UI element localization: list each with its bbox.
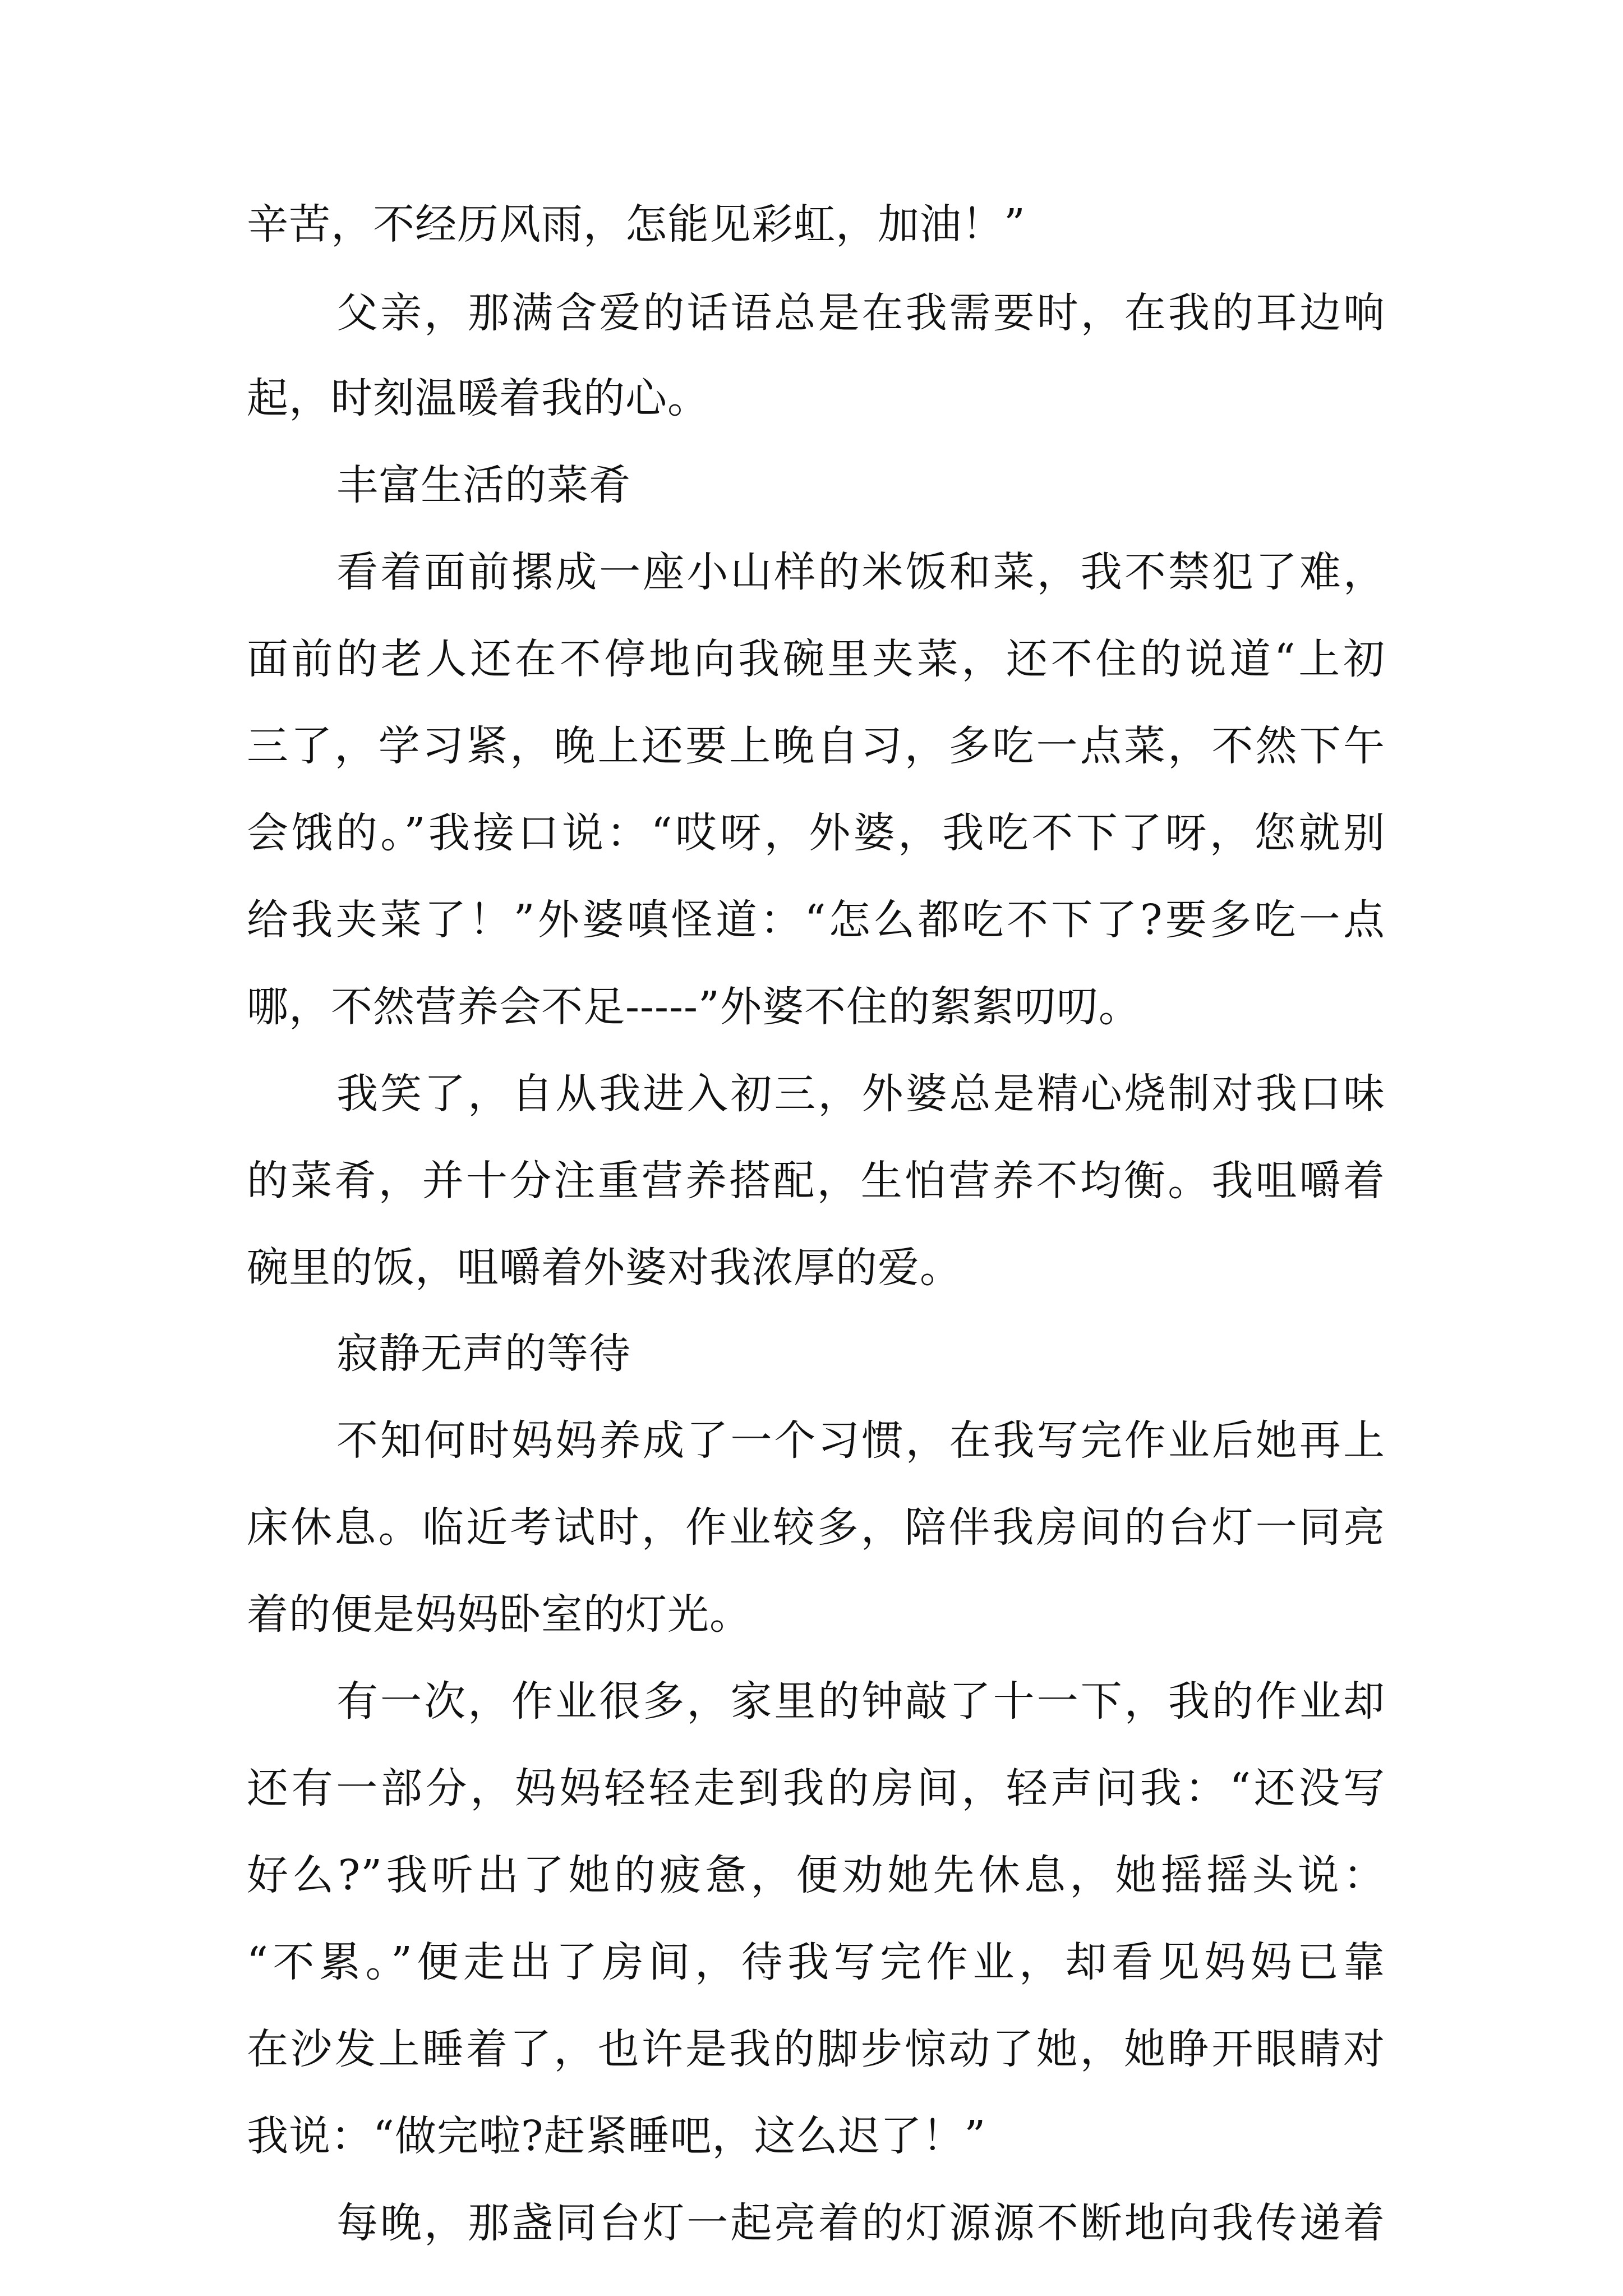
text-line: 我说：“做完啦?赶紧睡吧，这么迟了！”	[247, 2112, 986, 2160]
paragraph-first-line: 每晚，那盏同台灯一起亮着的灯源源不断地向我传递着	[336, 2199, 1385, 2247]
section-heading: 寂静无声的等待	[336, 1329, 631, 1378]
text-line: 三了，学习紧，晚上还要上晚自习，多吃一点菜，不然下午	[247, 722, 1385, 770]
text-line: 着的便是妈妈卧室的灯光。	[247, 1590, 751, 1639]
section-heading: 丰富生活的菜肴	[336, 461, 631, 509]
text-line: “不累。”便走出了房间，待我写完作业，却看见妈妈已靠	[247, 1938, 1385, 1986]
paragraph-first-line: 看着面前摞成一座小山样的米饭和菜，我不禁犯了难，	[336, 548, 1385, 596]
text-line: 碗里的饭，咀嚼着外婆对我浓厚的爱。	[247, 1244, 962, 1292]
text-line: 起，时刻温暖着我的心。	[247, 374, 709, 422]
text-line: 的菜肴，并十分注重营养搭配，生怕营养不均衡。我咀嚼着	[247, 1157, 1385, 1205]
text-line: 辛苦，不经历风雨，怎能见彩虹，加油！”	[247, 200, 1026, 249]
text-line: 面前的老人还在不停地向我碗里夹菜，还不住的说道“上初	[247, 635, 1385, 683]
text-line: 床休息。临近考试时，作业较多，陪伴我房间的台灯一同亮	[247, 1503, 1385, 1552]
text-line: 好么?”我听出了她的疲惫，便劝她先休息，她摇摇头说：	[247, 1851, 1385, 1899]
paragraph-first-line: 不知何时妈妈养成了一个习惯，在我写完作业后她再上	[336, 1416, 1385, 1465]
text-line: 哪，不然营养会不足-----”外婆不住的絮絮叨叨。	[247, 983, 1141, 1031]
text-line: 还有一部分，妈妈轻轻走到我的房间，轻声问我：“还没写	[247, 1764, 1385, 1812]
text-line: 会饿的。”我接口说：“哎呀，外婆，我吃不下了呀，您就别	[247, 809, 1385, 857]
paragraph-first-line: 我笑了，自从我进入初三，外婆总是精心烧制对我口味	[336, 1070, 1385, 1118]
paragraph-first-line: 有一次，作业很多，家里的钟敲了十一下，我的作业却	[336, 1677, 1385, 1726]
text-line: 给我夹菜了！”外婆嗔怪道：“怎么都吃不下了?要多吃一点	[247, 896, 1385, 944]
paragraph-first-line: 父亲，那满含爱的话语总是在我需要时，在我的耳边响	[336, 289, 1385, 337]
text-line: 在沙发上睡着了，也许是我的脚步惊动了她，她睁开眼睛对	[247, 2025, 1385, 2073]
